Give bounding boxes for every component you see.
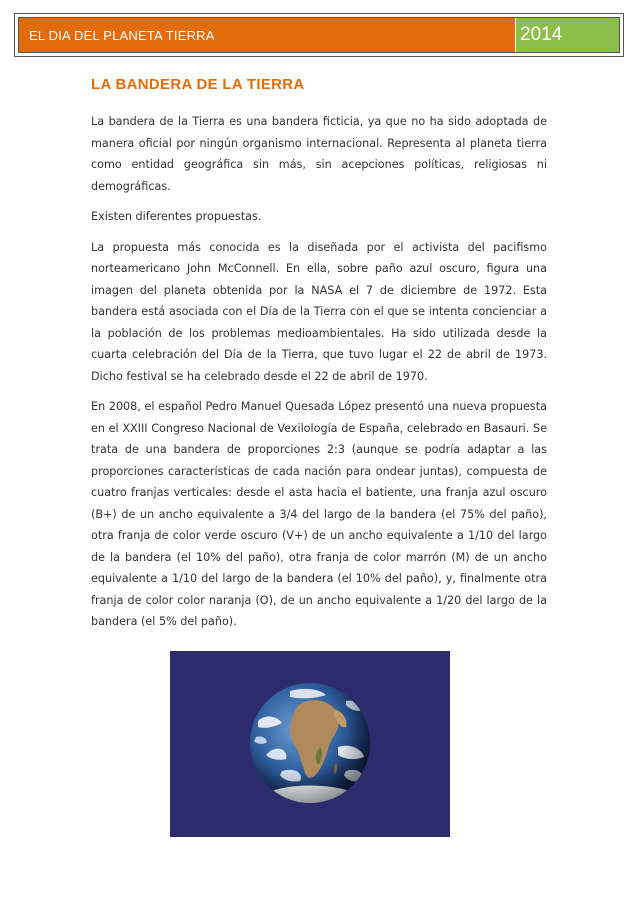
paragraph-quesada: En 2008, el español Pedro Manuel Quesada López presentó una nueva propuesta en el XXIII Congreso Nacional de Vexilología de España, celebrado en Basauri. Se trata de una bandera de proporciones 2:3 (aunque se podría adaptar a las proporciones características de cada nación para ondear juntas), compuesta de cuatro franjas verticales: desde el asta hacia el batiente, una franja azul oscuro (B+) de un ancho equivalente a 3/4 del largo de la bandera (el 75% del paño), otra franja de color verde oscuro (V+) de un ancho equivalente a 1/10 del largo de la bandera (el 10% del paño), otra franja de color marrón (M) de un ancho equivalente a 1/10 del largo de la bandera (el 10% del paño), y, finalmente otra franja de color color naranja (O), de un ancho equivalente a 1/20 del largo de la bandera (el 5% del paño). (91, 400, 547, 628)
header-year: 2014 (515, 18, 619, 52)
page-header (14, 13, 624, 57)
section-title: LA BANDERA DE LA TIERRA (91, 76, 305, 93)
paragraph-intro: La bandera de la Tierra es una bandera ficticia, ya que no ha sido adoptada de manera oficial por ningún organismo internacional. Representa al planeta tierra como entidad geográfica sin más, sin acepciones políticas, religiosas ni demográficas. (91, 115, 547, 193)
earth-globe-icon (170, 651, 450, 837)
header-title: EL DIA DEL PLANETA TIERRA (19, 18, 515, 52)
header-bar (18, 17, 620, 53)
earth-flag-image (170, 651, 450, 837)
paragraph-mcconnell: La propuesta más conocida es la diseñada por el activista del pacifismo norteamericano John McConnell. En ella, sobre paño azul oscuro, figura una imagen del planeta obtenida por la NASA el 7 de diciembre de 1972. Esta bandera está asociada con el Día de la Tierra con el que se intenta concienciar a la población de los problemas medioambientales. Ha sido utilizada desde la cuarta celebración del Día de la Tierra, que tuvo lugar el 22 de abril de 1973. Dicho festival se ha celebrado desde el 22 de abril de 1970. (91, 240, 547, 383)
paragraph-proposals: Existen diferentes propuestas. (91, 210, 262, 223)
main-content (91, 76, 547, 642)
